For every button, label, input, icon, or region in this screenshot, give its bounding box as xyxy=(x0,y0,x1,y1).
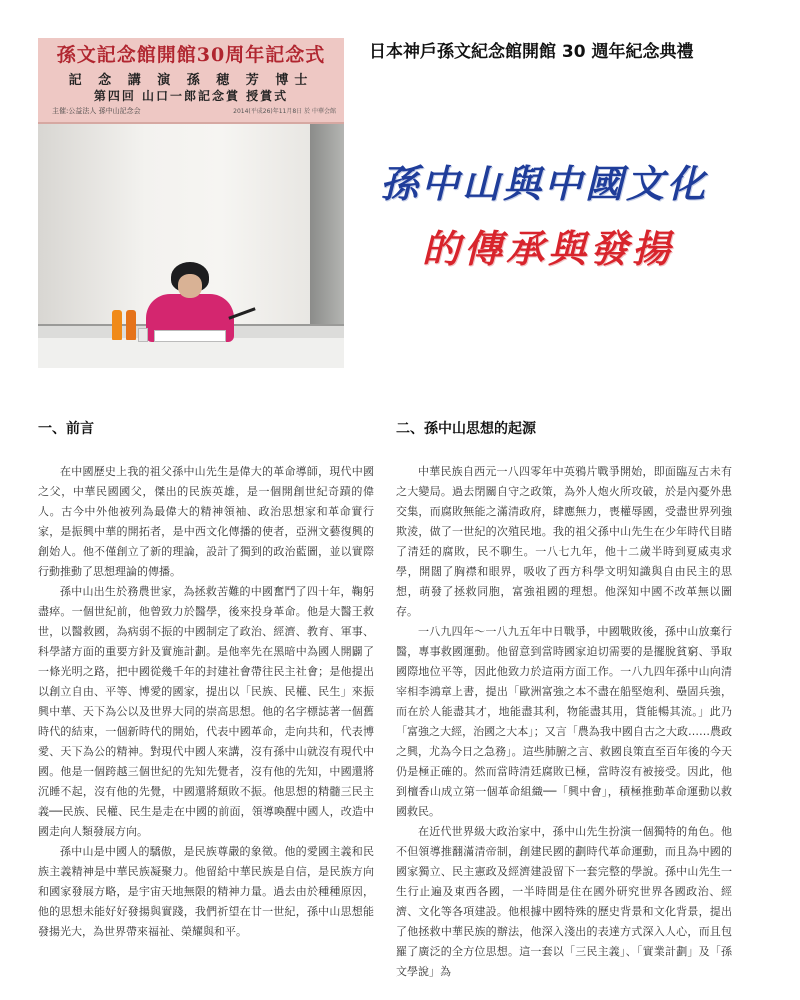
drink-bottle xyxy=(126,310,136,340)
cup xyxy=(138,328,148,342)
drink-bottle xyxy=(112,310,122,340)
banner-organizer: 主催:公益法人 孫中山記念会 xyxy=(52,107,141,115)
right-column xyxy=(396,418,732,982)
paragraph: 在近代世界級大政治家中，孫中山先生扮演一個獨特的角色。他不但領導推翻滿清帝制，創建民國的劃時代革命運動，而且為中國的國家獨立、民主憲政及經濟建設留下一套完整的學說。孫中山先生一生行止遍及東西各國，一半時間是住在國外研究世界各國政治、經濟、文化等各項建設。他根據中國特殊的歷史背景和文化背景，提出了他拯救中華民族的辦法，他深入淺出的表達方式深入人心，而且包羅了廣泛的全方位思想。這一套以「三民主義」、「實業計劃」及「孫文學說」為 xyxy=(396,825,732,978)
banner-lecture-line: 記 念 講 演 孫 穂 芳 博士 xyxy=(68,73,314,88)
event-title: 日本神戶孫文紀念館開館 30 週年紀念典禮 xyxy=(369,42,694,62)
section-heading: 二、孫中山思想的起源 xyxy=(396,421,536,437)
section-heading: 一、前言 xyxy=(38,421,94,437)
speaker-face xyxy=(178,274,202,298)
article-title: 孫中山與中國文化 xyxy=(380,161,709,206)
left-column xyxy=(38,418,374,942)
paragraph: 一八九四年～一八九五年中日戰爭，中國戰敗後，孫中山放棄行醫，專事救國運動。他留意到當時國家迫切需要的是擺脫貧窮、爭取國際地位平等，因此他致力於這兩方面工作。一八九四年孫中山向清宰相李鴻章上書，提出「歐洲富強之本不盡在船堅炮利、壘固兵強，而在於人能盡其才，地能盡其利，物能盡其用，貨能暢其流。」此乃「富強之大經，治國之大本」；又言「農為我中國自古之大政……農政之興，尤為今日之急務」。這些肺腑之言、救國良策直至百年後的今天仍是極正確的。然而當時清廷腐敗已極，當時沒有被接受。因此，他到檀香山成立第一個革命組織──「興中會」，積極推動革命運動以救國救民。 xyxy=(396,625,732,818)
speech-papers xyxy=(154,330,226,342)
article-subtitle: 的傳承與發揚 xyxy=(422,226,675,271)
stage-banner xyxy=(38,38,344,124)
banner-title: 孫文記念館開館30周年記念式 xyxy=(56,44,326,66)
banner-date: 2014(平成26)年11月8日 於 中華会館 xyxy=(233,108,336,115)
table-cloth xyxy=(38,338,344,368)
paragraph: 在中國歷史上我的祖父孫中山先生是偉大的革命導師，現代中國之父，中華民國國父，傑出的民族英雄，是一個開創世紀奇蹟的偉人。古今中外他被列為最偉大的精神領袖、政治思想家和革命實行家，是振興中華的開拓者，是中西文化傳播的使者，亞洲文藝復興的創始人。他不僅創立了新的理論，設計了獨到的政治藍圖，並以實際行動推動了思想理論的傳播。 xyxy=(38,465,374,578)
paragraph: 孫中山是中國人的驕傲，是民族尊嚴的象徵。他的愛國主義和民族主義精神是中華民族凝聚力。他留給中華民族是自信，是民族方向和國家發展方略，是宇宙天地無限的精神力量。過去由於種種原因，他的思想未能好好發揚與實踐，我們祈望在廿一世紀，孫中山思想能發揚光大，為世界帶來福祉、榮耀與和平。 xyxy=(38,845,374,938)
event-photo xyxy=(38,38,344,368)
paragraph: 孫中山出生於務農世家，為拯救苦難的中國奮鬥了四十年，鞠躬盡瘁。一個世紀前，他曾致力於醫學，後來投身革命。他是大醫王救世，以醫救國，為病弱不振的中國制定了政治、經濟、教育、軍事、科學諸方面的重要方針及實施計劃。是他率先在黑暗中為國人開闢了一條光明之路，把中國從幾千年的封建社會帶往民主社會；是他提出以創立自由、平等、博愛的國家，提出以「民族、民權、民生」來振興中華、天下為公以及世界大同的崇高思想。他的名字標誌著一個舊時代的結束，一個新時代的開始，代表中國革命，走向共和，代表博愛、天下為公的精神。對現代中國人來講，沒有孫中山就沒有現代中國。他是一個跨越三個世紀的先知先覺者，沒有他的先知，中國還將沉睡不起，沒有他的先覺，中國還將頹敗不振。他思想的精髓三民主義──民族、民權、民生是走在中國的前面，領導喚醒中國人，改造中國走向人類發展方向。 xyxy=(38,585,374,838)
banner-award-line: 第四回 山口一郎記念賞 授賞式 xyxy=(93,89,289,103)
paragraph: 中華民族自西元一八四零年中英鴉片戰爭開始，即面臨亙古未有之大變局。過去閉關自守之政策，為外人炮火所攻破，於是內憂外患交集，而腐敗無能之滿清政府，肆應無力，喪權辱國，受盡世界列強欺淩，做了一世紀的次殖民地。我的祖父孫中山先生在少年時代目睹了清廷的腐敗，民不聊生。一八七九年，他十二歲半時到夏威夷求學，開闊了胸襟和眼界，吸收了西方科學文明知識與自由民主的思想，萌發了拯救同胞，富強祖國的理想。他深知中國不改革無以圖存。 xyxy=(396,465,732,618)
